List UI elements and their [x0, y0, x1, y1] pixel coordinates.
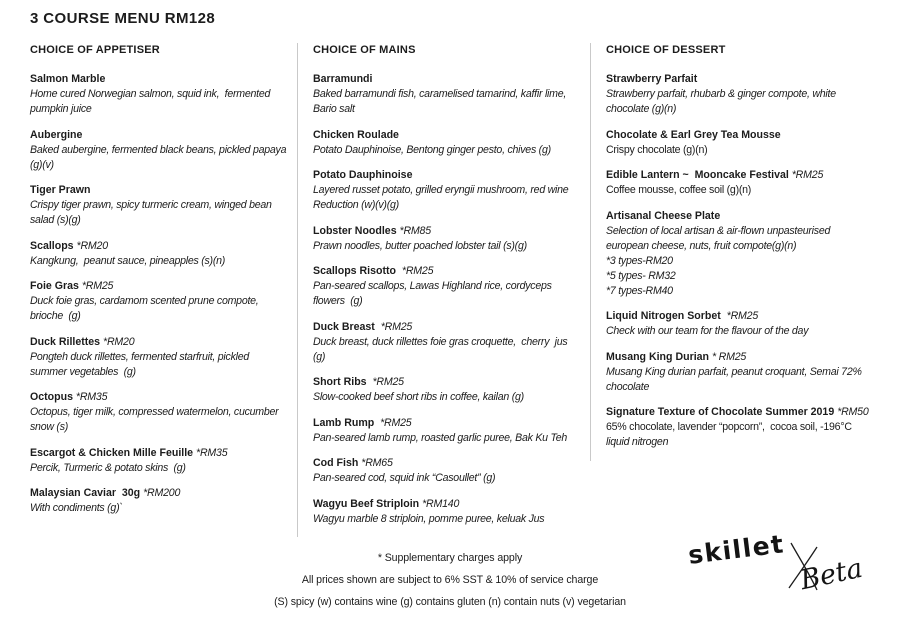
- item-name-line: [30, 446, 287, 461]
- item-price: *RM25: [380, 320, 413, 333]
- item-name-line: [30, 183, 287, 198]
- item-description-line: Duck foie gras, cardamom scented prune compote,: [30, 295, 259, 307]
- item-name-line: [30, 335, 287, 350]
- item-name-line: [313, 264, 580, 279]
- menu-item: [313, 416, 580, 446]
- item-price: *RM65: [361, 457, 393, 469]
- item-description-line: Wagyu marble 8 striploin, pomme puree, keluak Jus: [313, 512, 545, 525]
- item-description-line: brioche (g): [30, 310, 81, 322]
- item-name-line: [606, 72, 890, 87]
- item-name: Chicken Roulade: [313, 128, 399, 141]
- footer-notes: [0, 547, 900, 613]
- item-name-line: [313, 416, 580, 431]
- item-name-line: [30, 279, 287, 294]
- item-name-line: [606, 168, 890, 183]
- item-price: *RM35: [75, 391, 108, 403]
- item-name: Scallops: [30, 239, 74, 252]
- item-name-line: [30, 486, 287, 501]
- item-name-line: [30, 390, 287, 405]
- item-name: Musang King Durian: [606, 350, 709, 363]
- item-description-line: chocolate (g)(n): [606, 103, 677, 115]
- menu-item: [313, 72, 580, 117]
- menu-item: [606, 405, 890, 450]
- item-description-line: Baked barramundi fish, caramelised tamarind, kaffir lime,: [313, 88, 567, 100]
- item-description-line: Pan-seared cod, squid ink “Casoullet” (g): [313, 472, 496, 484]
- menu-item: [30, 390, 287, 435]
- item-price: *RM85: [399, 224, 431, 237]
- menu-item: [30, 72, 287, 117]
- menu-item: [313, 497, 580, 527]
- item-description-line: salad (s)(g): [30, 214, 81, 226]
- menu-item: [30, 239, 287, 269]
- item-description-line: (g): [313, 350, 326, 363]
- item-description-line: 65% chocolate, lavender “popcorn”, cocoa soil, -196°C: [606, 421, 852, 433]
- item-price: *RM35: [196, 446, 228, 459]
- item-description-line: Check with our team for the flavour of the day: [606, 325, 809, 337]
- logo-beta-wordmark: Beta: [797, 552, 866, 597]
- item-name-line: [606, 405, 890, 420]
- item-description-line: Reduction (w)(v)(g): [313, 199, 399, 211]
- item-price: *RM140: [422, 497, 460, 510]
- item-price: *RM50: [837, 406, 869, 418]
- item-name: Liquid Nitrogen Sorbet: [606, 310, 724, 322]
- item-name: Malaysian Caviar 30g: [30, 487, 141, 499]
- item-description-line: summer vegetables (g): [30, 365, 136, 378]
- item-name: Cod Fish: [313, 457, 359, 469]
- menu-columns: [30, 43, 900, 537]
- item-description-line: *5 types- RM32: [606, 269, 676, 282]
- item-name-line: [313, 497, 580, 512]
- item-price: *RM20: [76, 239, 108, 252]
- item-name: Strawberry Parfait: [606, 73, 698, 85]
- item-description-line: Layered russet potato, grilled eryngii mushroom, red wine: [313, 184, 569, 196]
- item-description-line: Musang King durian parfait, peanut croquant, Semai 72%: [606, 365, 862, 378]
- item-description-line: Baked aubergine, fermented black beans, pickled papaya: [30, 143, 287, 156]
- item-name-line: [606, 209, 890, 224]
- item-description-line: Crispy tiger prawn, spicy turmeric cream, winged bean: [30, 199, 272, 211]
- item-price: *RM200: [143, 487, 181, 499]
- item-price: *RM25: [401, 265, 434, 277]
- item-name-line: [30, 239, 287, 254]
- item-name-line: [606, 350, 890, 365]
- item-name: Edible Lantern ~ Mooncake Festival: [606, 169, 789, 181]
- item-name: Lamb Rump: [313, 416, 378, 429]
- item-price: *RM25: [380, 416, 412, 429]
- item-name: Octopus: [30, 391, 73, 403]
- item-description-line: Selection of local artisan & air-flown unpasteurised: [606, 224, 831, 237]
- item-name-line: [313, 128, 580, 143]
- item-description-line: Coffee mousse, coffee soil (g)(n): [606, 184, 752, 196]
- item-name: Duck Breast: [313, 320, 378, 333]
- menu-item: [30, 128, 287, 173]
- menu-column: [297, 43, 590, 537]
- menu-item: [313, 224, 580, 254]
- item-description-line: With condiments (g)`: [30, 502, 123, 514]
- item-description-line: Percik, Turmeric & potato skins (g): [30, 461, 186, 474]
- item-description-line: pumpkin juice: [30, 103, 92, 115]
- item-name: Short Ribs: [313, 376, 370, 388]
- item-price: *RM25: [726, 310, 759, 322]
- item-description-line: Slow-cooked beef short ribs in coffee, kailan (g): [313, 391, 524, 403]
- item-name: Wagyu Beef Striploin: [313, 497, 420, 510]
- item-name: Scallops Risotto: [313, 265, 399, 277]
- menu-item: [606, 209, 890, 299]
- item-description-line: Bario salt: [313, 103, 355, 115]
- column-header: CHOICE OF DESSERT: [606, 44, 726, 56]
- item-price: *RM25: [372, 376, 404, 388]
- menu-item: [30, 279, 287, 324]
- item-description-line: Prawn noodles, butter poached lobster tail (s)(g): [313, 239, 527, 252]
- item-name: Potato Dauphinoise: [313, 169, 413, 181]
- item-name-line: [30, 128, 287, 143]
- item-description-line: *3 types-RM20: [606, 254, 673, 267]
- item-name: Salmon Marble: [30, 73, 106, 85]
- menu-item: [313, 128, 580, 158]
- page-title: 3 COURSE MENU RM128: [30, 10, 216, 27]
- menu-item: [30, 335, 287, 380]
- footer-note-supplementary: * Supplementary charges apply: [377, 552, 523, 564]
- item-description-line: Home cured Norwegian salmon, squid ink, fermented: [30, 88, 271, 100]
- item-name-line: [313, 456, 580, 471]
- item-description-line: snow (s): [30, 421, 69, 433]
- item-name: Artisanal Cheese Plate: [606, 209, 721, 222]
- logo-skillet-wordmark: skillet: [686, 529, 787, 570]
- footer-note-legend: (S) spicy (w) contains wine (g) contains gluten (n) contain nuts (v) vegetarian: [274, 596, 626, 608]
- item-name-line: [313, 72, 580, 87]
- item-description-line: Duck breast, duck rillettes foie gras croquette, cherry jus: [313, 335, 568, 348]
- item-name: Duck Rillettes: [30, 335, 101, 348]
- item-name: Aubergine: [30, 128, 83, 141]
- column-header: CHOICE OF APPETISER: [30, 44, 160, 56]
- menu-item: [30, 486, 287, 516]
- item-description-line: Pongteh duck rillettes, fermented starfruit, pickled: [30, 350, 249, 363]
- item-name: Tiger Prawn: [30, 184, 91, 196]
- item-name-line: [30, 72, 287, 87]
- menu-column: [30, 43, 297, 527]
- menu-item: [30, 446, 287, 476]
- item-name-line: [313, 320, 580, 335]
- item-description-line: chocolate: [606, 380, 650, 393]
- item-description-line: Pan-seared scallops, Lawas Highland rice, cordyceps: [313, 280, 552, 292]
- menu-item: [313, 264, 580, 309]
- item-price: *RM25: [791, 169, 824, 181]
- item-name-line: [606, 309, 890, 324]
- menu-column: [590, 43, 900, 461]
- item-name: Escargot & Chicken Mille Feuille: [30, 446, 194, 459]
- item-description-line: Pan-seared lamb rump, roasted garlic puree, Bak Ku Teh: [313, 431, 568, 444]
- item-price: *RM20: [103, 335, 135, 348]
- footer-note-taxes: All prices shown are subject to 6% SST & 10% of service charge: [301, 574, 599, 586]
- menu-item: [606, 309, 890, 339]
- menu-item: [606, 168, 890, 198]
- item-description-line: Potato Dauphinoise, Bentong ginger pesto, chives (g): [313, 143, 551, 156]
- menu-item: [313, 456, 580, 486]
- menu-item: [313, 168, 580, 213]
- item-name-line: [313, 168, 580, 183]
- item-description-line: Strawberry parfait, rhubarb & ginger compote, white: [606, 88, 836, 100]
- menu-item: [606, 72, 890, 117]
- column-header: CHOICE OF MAINS: [313, 44, 416, 56]
- menu-item: [606, 128, 890, 158]
- item-name: Chocolate & Earl Grey Tea Mousse: [606, 128, 781, 141]
- item-name-line: [606, 128, 890, 143]
- menu-item: [606, 350, 890, 395]
- item-description-line: Octopus, tiger milk, compressed watermelon, cucumber: [30, 406, 279, 418]
- item-description-line: *7 types-RM40: [606, 284, 673, 297]
- item-description-line: flowers (g): [313, 295, 363, 307]
- item-name: Signature Texture of Chocolate Summer 2019: [606, 406, 835, 418]
- item-price: * RM25: [711, 350, 747, 363]
- item-description-line: (g)(v): [30, 158, 54, 171]
- menu-item: [313, 320, 580, 365]
- item-description-line: liquid nitrogen: [606, 436, 669, 448]
- menu-item: [30, 183, 287, 228]
- item-name-line: [313, 375, 580, 390]
- item-name: Barramundi: [313, 73, 373, 85]
- item-description-line: Crispy chocolate (g)(n): [606, 143, 708, 156]
- item-price: *RM25: [81, 280, 114, 292]
- item-description-line: european cheese, nuts, fruit compote(g)(n): [606, 239, 797, 252]
- item-name: Foie Gras: [30, 280, 79, 292]
- item-name: Lobster Noodles: [313, 224, 397, 237]
- item-description-line: Kangkung, peanut sauce, pineapples (s)(n): [30, 254, 226, 267]
- item-name-line: [313, 224, 580, 239]
- menu-item: [313, 375, 580, 405]
